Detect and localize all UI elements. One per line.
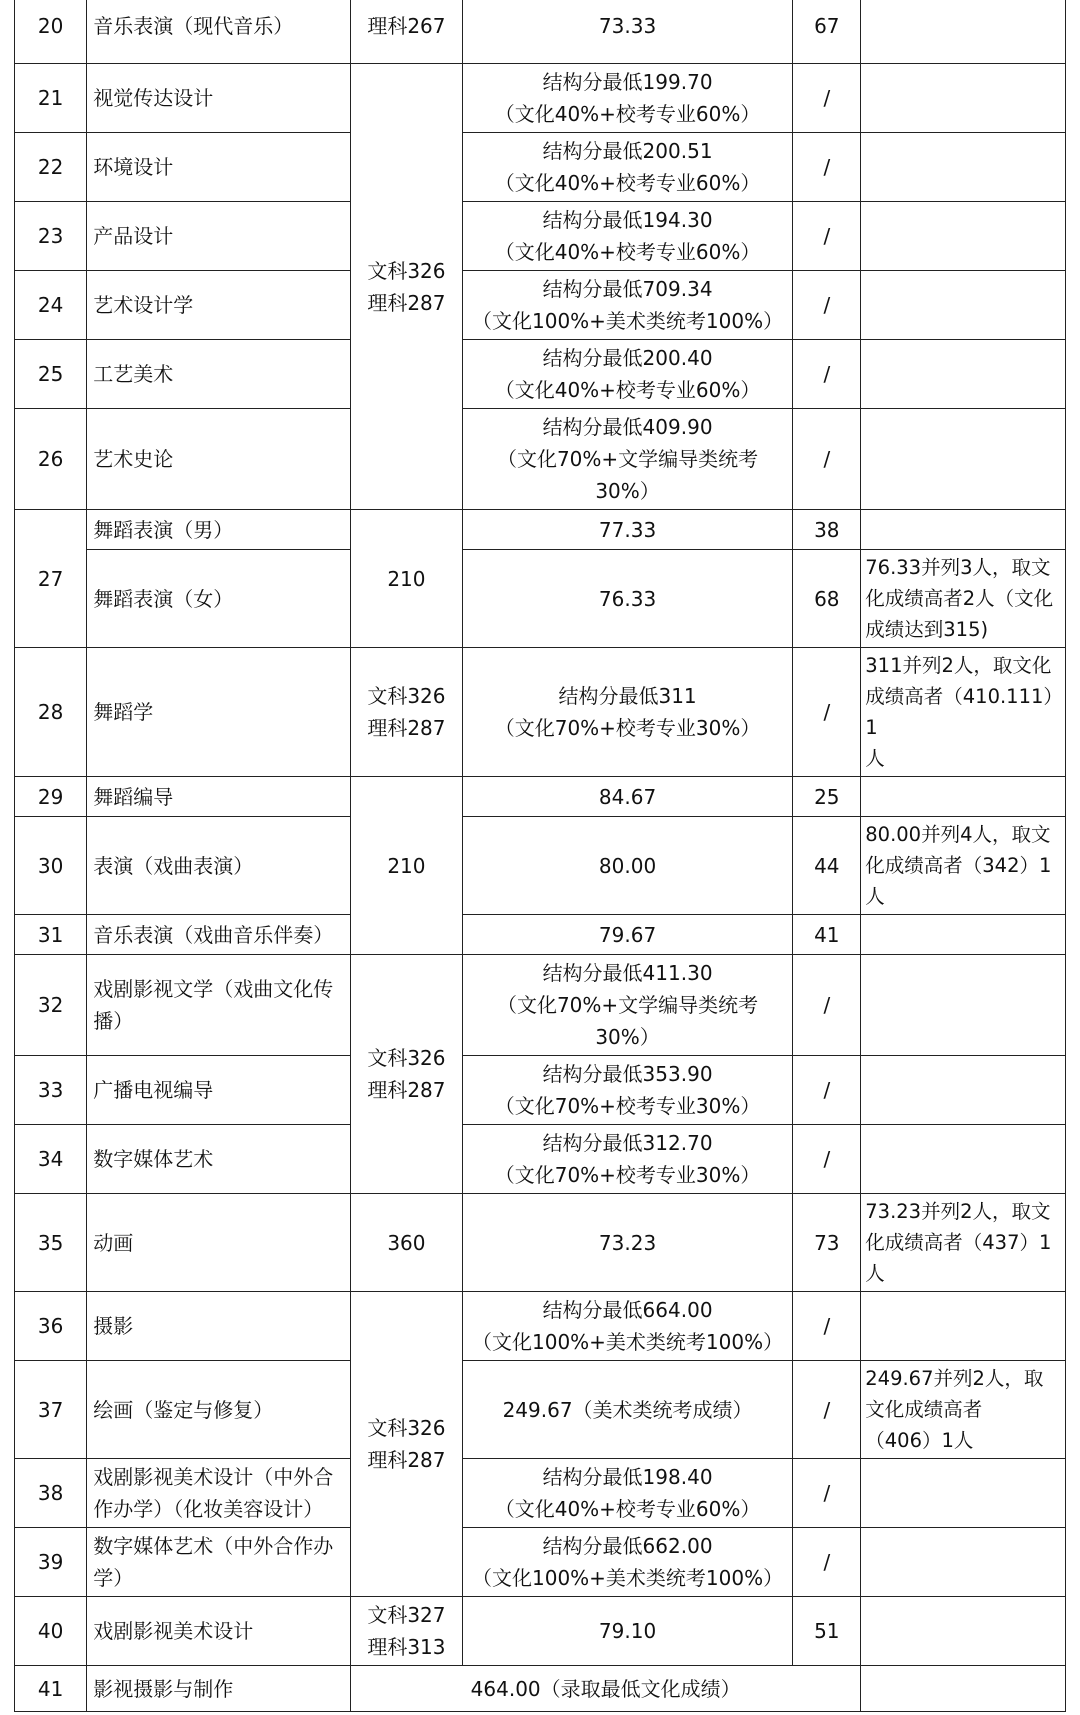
admit-count: / [793,133,861,202]
admit-count: 73 [793,1194,861,1292]
score-cell [462,955,793,1056]
score-formula: （文化100%+美术类统考100%） [472,1566,784,1590]
score-cell [462,1459,793,1528]
table-row [15,202,1066,271]
row-number: 36 [15,1292,87,1361]
note-line: 76.33并列3人，取文 [865,556,1051,579]
table-row [15,777,1066,817]
culture-score-cell [351,1194,463,1292]
admit-count: / [793,1459,861,1528]
row-number: 25 [15,340,87,409]
table-row [15,955,1066,1056]
score-formula: （文化40%+校考专业60%） [494,378,761,402]
score-cell [462,0,793,64]
table-row [15,915,1066,955]
score-formula: （文化40%+校考专业60%） [494,171,761,195]
note-line: （406）1人 [865,1429,974,1452]
score-formula: （文化100%+美术类统考100%） [472,1330,784,1354]
min-score: 结构分最低411.30 [542,961,713,985]
min-score: 结构分最低311 [558,684,697,708]
note-line: 73.23并列2人，取文 [865,1200,1051,1223]
table-row [15,1194,1066,1292]
min-score: 76.33 [598,586,657,611]
row-number: 28 [15,648,87,777]
culture-score: 210 [387,566,426,591]
culture-score: 文科326 [367,258,446,283]
admit-count: / [793,1528,861,1597]
major-name: 产品设计 [87,202,351,271]
culture-score: 文科326 [367,1046,446,1070]
note-cell [861,1528,1066,1597]
min-score: 73.33 [598,14,657,38]
table-row [15,1292,1066,1361]
note-cell [861,817,1066,915]
admit-count: / [793,1056,861,1125]
major-name: 舞蹈表演（男） [87,510,351,550]
min-score: 73.23 [598,1230,657,1255]
admit-count: / [793,1125,861,1194]
note-cell [861,271,1066,340]
row-number: 33 [15,1056,87,1125]
score-cell [462,1194,793,1292]
admit-count: 68 [793,550,861,648]
row-number: 31 [15,915,87,955]
note-line: 成绩高者（410.111）1 [865,685,1054,739]
table-row [15,1666,1066,1712]
min-score: 结构分最低198.40 [542,1465,713,1489]
score-formula: （文化40%+校考专业60%） [494,240,761,264]
score-formula: 30%） [595,1025,660,1049]
table-row [15,1459,1066,1528]
culture-score-cell [351,955,463,1194]
score-cell [462,915,793,955]
admit-count: 51 [793,1597,861,1666]
admit-count: / [793,409,861,510]
row-number: 38 [15,1459,87,1528]
row-number: 22 [15,133,87,202]
score-formula: （文化70%+校考专业30%） [494,716,761,740]
table-row [15,648,1066,777]
admit-count: 44 [793,817,861,915]
culture-score-cell [351,648,463,777]
admit-count: 38 [793,510,861,550]
row-number: 37 [15,1361,87,1459]
score-cell [462,777,793,817]
culture-score: 理科287 [367,290,446,315]
note-cell [861,1056,1066,1125]
major-name: 艺术设计学 [87,271,351,340]
row-number: 34 [15,1125,87,1194]
row-number: 24 [15,271,87,340]
culture-score: 理科313 [367,1635,446,1659]
major-name: 戏剧影视美术设计 [87,1597,351,1666]
culture-score: 210 [387,853,426,878]
note-cell [861,1194,1066,1292]
min-score: 结构分最低409.90 [542,415,713,439]
table-row [15,0,1066,64]
table-row [15,817,1066,915]
table-row [15,271,1066,340]
min-score: 249.67（美术类统考成绩） [502,1397,753,1422]
culture-score-cell [351,1597,463,1666]
min-score: 结构分最低194.30 [542,208,713,232]
score-cell [462,1292,793,1361]
table-row [15,1597,1066,1666]
culture-score: 文科326 [367,684,446,708]
score-cell [462,1361,793,1459]
score-cell [462,340,793,409]
note-line: 文化成绩高者 [865,1398,983,1421]
culture-score-cell [351,510,463,648]
min-score: 结构分最低664.00 [542,1298,713,1322]
admission-score-table [14,0,1066,1712]
table-row [15,510,1066,550]
row-number: 35 [15,1194,87,1292]
table-row [15,133,1066,202]
note-cell [861,340,1066,409]
score-cell [462,550,793,648]
culture-score: 文科327 [367,1603,446,1627]
note-cell [861,1125,1066,1194]
admit-count: / [793,340,861,409]
min-score: 80.00 [598,853,657,878]
row-number: 23 [15,202,87,271]
note-line: 成绩达到315) [865,618,989,641]
admit-count: / [793,271,861,340]
note-cell [861,64,1066,133]
row-number: 26 [15,409,87,510]
note-line: 311并列2人，取文化 [865,654,1052,677]
major-name: 数字媒体艺术 [87,1125,351,1194]
major-name: 动画 [87,1194,351,1292]
major-name: 工艺美术 [87,340,351,409]
culture-score: 文科326 [367,1416,446,1440]
major-name: 舞蹈编导 [87,777,351,817]
score-cell [462,133,793,202]
score-cell [462,817,793,915]
admit-count: / [793,64,861,133]
culture-score-cell [351,0,463,64]
note-line: 化成绩高者（437）1 [865,1231,1052,1254]
score-cell [462,648,793,777]
admit-count: / [793,1361,861,1459]
admit-count: / [793,202,861,271]
culture-score-cell [351,1292,463,1597]
culture-score: 理科267 [367,14,446,38]
admit-count: / [793,955,861,1056]
note-cell [861,0,1066,64]
major-name: 广播电视编导 [87,1056,351,1125]
score-formula: （文化70%+文学编导类统考 [496,447,759,471]
note-cell [861,1597,1066,1666]
table-row [15,550,1066,648]
row-number: 39 [15,1528,87,1597]
score-cell [462,1125,793,1194]
min-score: 结构分最低353.90 [542,1062,713,1086]
major-name: 视觉传达设计 [87,64,351,133]
score-cell [462,409,793,510]
score-formula: （文化40%+校考专业60%） [494,102,761,126]
note-cell [861,1361,1066,1459]
row-number: 20 [15,0,87,64]
min-score: 结构分最低199.70 [542,70,713,94]
min-score: 结构分最低312.70 [542,1131,713,1155]
table-row [15,1125,1066,1194]
note-cell [861,202,1066,271]
table-row [15,409,1066,510]
row-number: 40 [15,1597,87,1666]
major-name: 环境设计 [87,133,351,202]
note-cell [861,550,1066,648]
score-formula: （文化100%+美术类统考100%） [472,309,784,333]
row-number: 21 [15,64,87,133]
row-number: 41 [15,1666,87,1712]
culture-score: 理科287 [367,716,446,740]
score-formula: （文化40%+校考专业60%） [494,1497,761,1521]
score-formula: （文化70%+校考专业30%） [494,1163,761,1187]
score-cell [462,1528,793,1597]
min-score: 79.10 [598,1619,657,1643]
table-row [15,1528,1066,1597]
major-name: 戏剧影视文学（戏曲文化传播） [87,955,351,1056]
table-row [15,1361,1066,1459]
note-cell [861,915,1066,955]
note-line: 80.00并列4人，取文 [865,823,1051,846]
major-name: 表演（戏曲表演） [87,817,351,915]
note-cell [861,1292,1066,1361]
table-row [15,340,1066,409]
major-name: 音乐表演（戏曲音乐伴奏） [87,915,351,955]
table-row [15,64,1066,133]
note-cell [861,648,1066,777]
major-name: 舞蹈学 [87,648,351,777]
note-cell [861,1459,1066,1528]
min-score: 77.33 [598,517,657,542]
note-cell [861,133,1066,202]
score-formula: 30%） [595,479,660,503]
note-cell [861,1666,1066,1712]
score-formula: （文化70%+校考专业30%） [494,1094,761,1118]
admit-count: 67 [793,0,861,64]
note-cell [861,777,1066,817]
culture-score-cell [351,777,463,955]
min-score: 79.67 [598,922,657,947]
note-cell [861,510,1066,550]
score-cell [462,510,793,550]
major-name: 数字媒体艺术（中外合作办学） [87,1528,351,1597]
min-score: 结构分最低200.40 [542,346,713,370]
score-cell [462,1597,793,1666]
min-score: 结构分最低662.00 [542,1534,713,1558]
score-cell [462,271,793,340]
score-formula: （文化70%+文学编导类统考 [496,993,759,1017]
note-line: 化成绩高者2人（文化 [865,587,1054,610]
score-cell [462,1056,793,1125]
row-number: 32 [15,955,87,1056]
culture-score: 理科287 [367,1448,446,1472]
note-line: 人 [865,885,885,908]
admit-count: 25 [793,777,861,817]
admit-count: / [793,648,861,777]
min-score: 结构分最低200.51 [542,139,713,163]
major-name: 艺术史论 [87,409,351,510]
note-cell [861,409,1066,510]
major-name: 绘画（鉴定与修复） [87,1361,351,1459]
culture-score: 360 [387,1230,426,1255]
merged-score: 464.00（录取最低文化成绩） [351,1666,861,1712]
row-number: 29 [15,777,87,817]
culture-score-cell [351,64,463,510]
major-name: 摄影 [87,1292,351,1361]
culture-score: 理科287 [367,1078,446,1102]
note-line: 249.67并列2人，取 [865,1367,1044,1390]
row-number: 30 [15,817,87,915]
admit-count: 41 [793,915,861,955]
row-number: 27 [15,510,87,648]
note-cell [861,955,1066,1056]
major-name: 音乐表演（现代音乐） [87,0,351,64]
score-cell [462,202,793,271]
note-line: 人 [865,1262,885,1285]
table-row [15,1056,1066,1125]
major-name: 舞蹈表演（女） [87,550,351,648]
major-name: 影视摄影与制作 [87,1666,351,1712]
note-line: 人 [865,747,885,770]
major-name: 戏剧影视美术设计（中外合作办学）（化妆美容设计） [87,1459,351,1528]
min-score: 结构分最低709.34 [542,277,713,301]
score-cell [462,64,793,133]
admit-count: / [793,1292,861,1361]
min-score: 84.67 [598,784,657,809]
note-line: 化成绩高者（342）1 [865,854,1052,877]
